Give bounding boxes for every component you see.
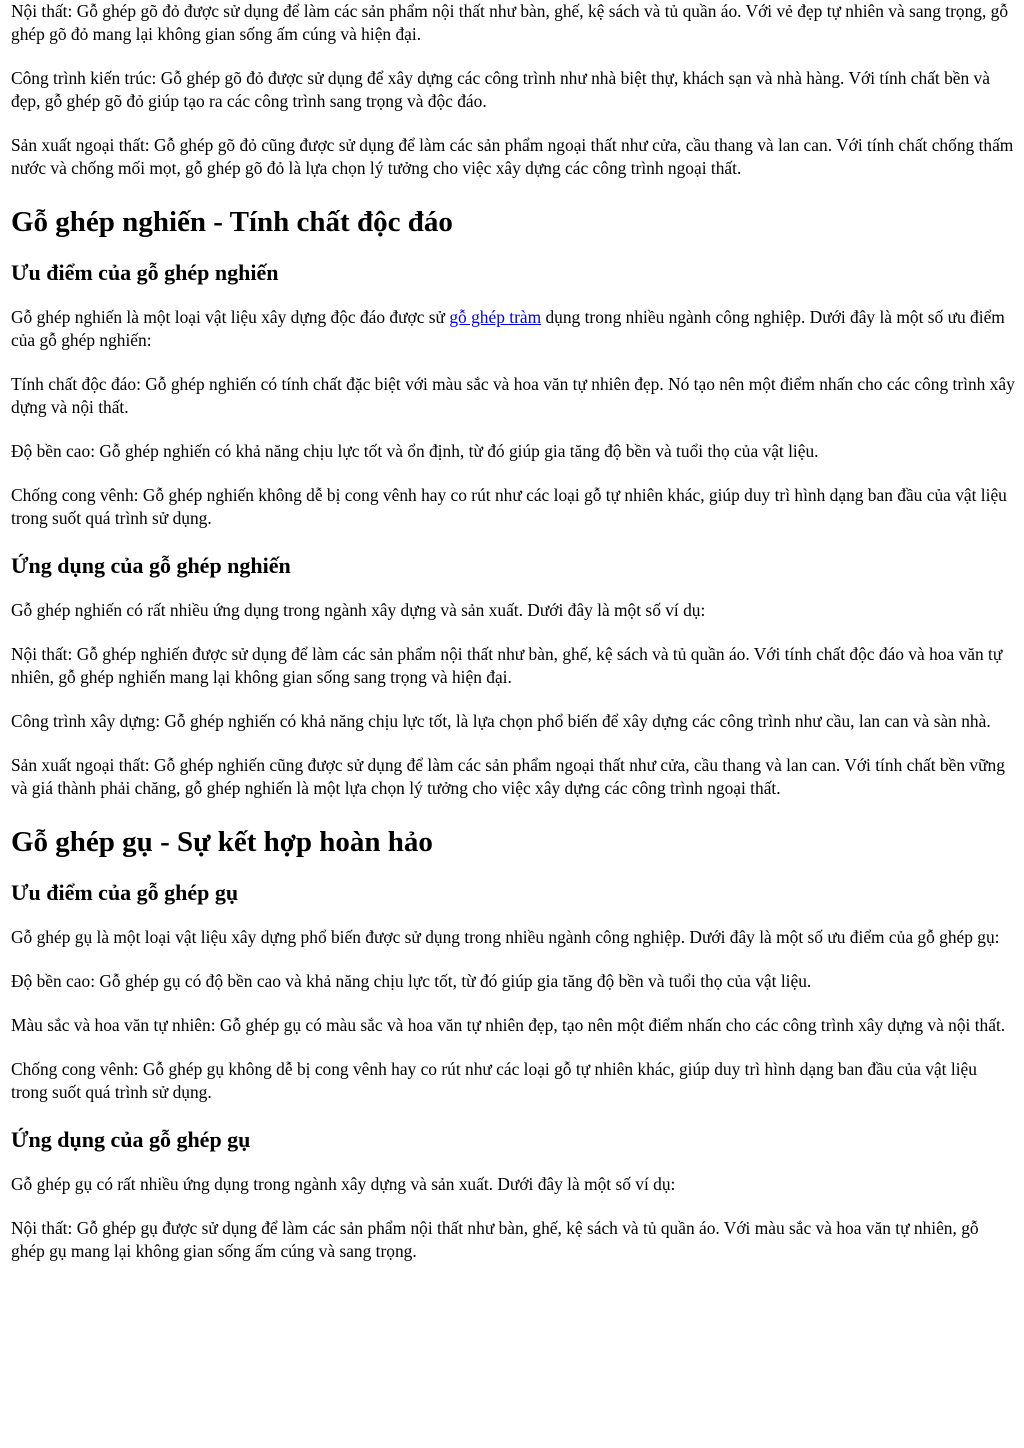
paragraph-nghien-cong-trinh: Công trình xây dựng: Gỗ ghép nghiến có khả năng chịu lực tốt, là lựa chọn phổ biến để xây dựng các công trình như cầu, lan can và sàn nhà.	[11, 711, 991, 731]
paragraph-nghien-ung-dung-intro: Gỗ ghép nghiến có rất nhiều ứng dụng trong ngành xây dựng và sản xuất. Dưới đây là một số ví dụ:	[11, 600, 706, 620]
paragraph-cong-trinh-kien-truc-go-do: Công trình kiến trúc: Gỗ ghép gõ đỏ được sử dụng để xây dựng các công trình như nhà biệt thự, khách sạn và nhà hàng. Với tính chất bền và đẹp, gỗ ghép gõ đỏ giúp tạo ra các công trình sang trọng và độc đáo.	[11, 68, 990, 111]
paragraph-gu-ung-dung-intro: Gỗ ghép gụ có rất nhiều ứng dụng trong ngành xây dựng và sản xuất. Dưới đây là một số ví dụ:	[11, 1174, 676, 1194]
paragraph-nghien-tinh-chat: Tính chất độc đáo: Gỗ ghép nghiến có tính chất đặc biệt với màu sắc và hoa văn tự nhiên đẹp. Nó tạo nên một điểm nhấn cho các công trình xây dựng và nội thất.	[11, 374, 1015, 417]
paragraph-nghien-ngoai-that: Sản xuất ngoại thất: Gỗ ghép nghiến cũng được sử dụng để làm các sản phẩm ngoại thất như cửa, cầu thang và lan can. Với tính chất bền vững và giá thành phải chăng, gỗ ghép nghiến là một lựa chọn lý tưởng cho việc xây dựng các công trình ngoại thất.	[11, 755, 1005, 798]
paragraph-nghien-do-ben: Độ bền cao: Gỗ ghép nghiến có khả năng chịu lực tốt và ổn định, từ đó giúp gia tăng độ bền và tuổi thọ của vật liệu.	[11, 441, 819, 461]
paragraph-noi-that-go-do: Nội thất: Gỗ ghép gõ đỏ được sử dụng để làm các sản phẩm nội thất như bàn, ghế, kệ sách và tủ quần áo. Với vẻ đẹp tự nhiên và sang trọng, gỗ ghép gõ đỏ mang lại không gian sống ấm cúng và hiện đại.	[11, 1, 1009, 44]
subheading-uu-diem-nghien: Ưu điểm của gỗ ghép nghiến	[11, 260, 279, 285]
paragraph-nghien-noi-that: Nội thất: Gỗ ghép nghiến được sử dụng để làm các sản phẩm nội thất như bàn, ghế, kệ sách và tủ quần áo. Với tính chất độc đáo và hoa văn tự nhiên, gỗ ghép nghiến mang lại không gian sống sang trọng và hiện đại.	[11, 644, 1003, 687]
paragraph-gu-mau-sac: Màu sắc và hoa văn tự nhiên: Gỗ ghép gụ có màu sắc và hoa văn tự nhiên đẹp, tạo nên một điểm nhấn cho các công trình xây dựng và nội thất.	[11, 1015, 1006, 1035]
paragraph-gu-do-ben: Độ bền cao: Gỗ ghép gụ có độ bền cao và khả năng chịu lực tốt, từ đó giúp gia tăng độ bền và tuổi thọ của vật liệu.	[11, 971, 812, 991]
paragraph-nghien-intro-end: dụng trong nhiều ngành công nghiệp. Dưới đây là một số ưu điểm của gỗ ghép nghiến:	[11, 307, 1005, 350]
subheading-ung-dung-nghien: Ứng dụng của gỗ ghép nghiến	[11, 553, 291, 578]
paragraph-gu-chong-cong-venh: Chống cong vênh: Gỗ ghép gụ không dễ bị cong vênh hay co rút như các loại gỗ tự nhiên khác, giúp duy trì hình dạng ban đầu của vật liệu trong suốt quá trình sử dụng.	[11, 1059, 977, 1102]
heading-go-ghep-gu: Gỗ ghép gụ - Sự kết hợp hoàn hảo	[11, 826, 433, 858]
paragraph-nghien-intro-start: Gỗ ghép nghiến là một loại vật liệu xây dựng độc đáo được sử	[11, 307, 450, 327]
paragraph-ngoai-that-go-do: Sản xuất ngoại thất: Gỗ ghép gõ đỏ cũng được sử dụng để làm các sản phẩm ngoại thất như cửa, cầu thang và lan can. Với tính chất chống thấm nước và chống mối mọt, gỗ ghép gõ đỏ là lựa chọn lý tưởng cho việc xây dựng các công trình ngoại thất.	[11, 135, 1014, 178]
subheading-ung-dung-gu: Ứng dụng của gỗ ghép gụ	[11, 1127, 251, 1152]
paragraph-gu-intro: Gỗ ghép gụ là một loại vật liệu xây dựng phổ biến được sử dụng trong nhiều ngành công nghiệp. Dưới đây là một số ưu điểm của gỗ ghép gụ:	[11, 927, 1000, 947]
heading-go-ghep-nghien: Gỗ ghép nghiến - Tính chất độc đáo	[11, 206, 453, 238]
subheading-uu-diem-gu: Ưu điểm của gỗ ghép gụ	[11, 880, 239, 905]
paragraph-nghien-chong-cong-venh: Chống cong vênh: Gỗ ghép nghiến không dễ bị cong vênh hay co rút như các loại gỗ tự nhiên khác, giúp duy trì hình dạng ban đầu của vật liệu trong suốt quá trình sử dụng.	[11, 485, 1007, 528]
paragraph-gu-noi-that: Nội thất: Gỗ ghép gụ được sử dụng để làm các sản phẩm nội thất như bàn, ghế, kệ sách và tủ quần áo. Với màu sắc và hoa văn tự nhiên, gỗ ghép gụ mang lại không gian sống ấm cúng và sang trọng.	[11, 1218, 979, 1261]
paragraph-nghien-intro	[11, 306, 1015, 352]
link-go-ghep-tram[interactable]: gỗ ghép tràm	[449, 307, 542, 327]
